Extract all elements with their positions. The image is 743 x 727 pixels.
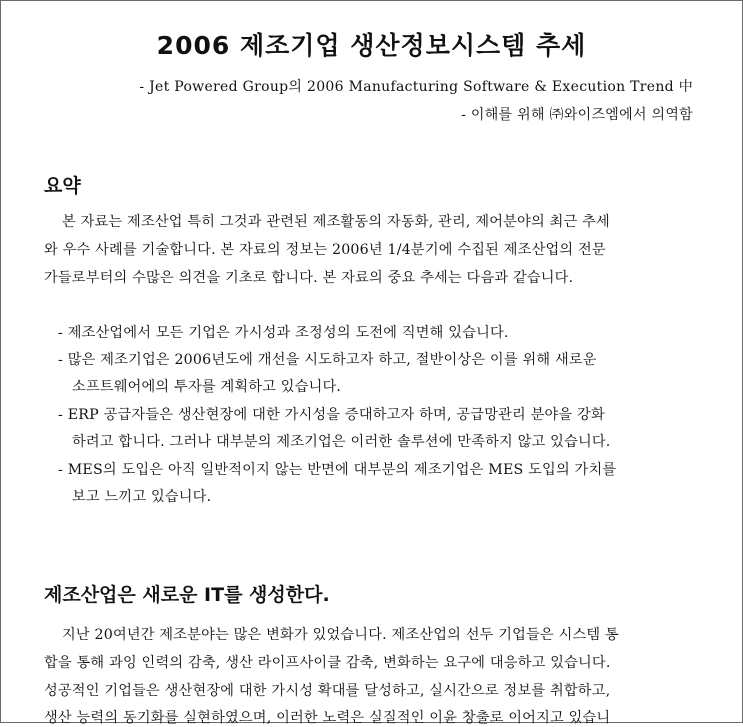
section-heading-summary: 요약 — [44, 175, 81, 197]
document-title: 2006 제조기업 생산정보시스템 추세 — [156, 31, 587, 60]
summary-bullet: - 제조산업에서 모든 기업은 가시성과 조정성의 도전에 직면해 있습니다. — [58, 325, 509, 341]
section-heading-it: 제조산업은 새로운 IT를 생성한다. — [44, 584, 330, 606]
summary-bullet: - MES의 도입은 아직 일반적이지 않는 반면에 대부분의 제조기업은 MES 도입의 가치를 — [58, 462, 617, 478]
document-source-line: - Jet Powered Group의 2006 Manufacturing Software & Execution Trend 中 — [139, 79, 693, 95]
summary-bullet-continuation: 소프트웨어에의 투자를 계획하고 있습니다. — [72, 379, 342, 395]
summary-paragraph-line: 와 우수 사례를 기술합니다. 본 자료의 정보는 2006년 1/4분기에 수집된 제조산업의 전문 — [44, 242, 606, 258]
document-translation-note: - 이해를 위해 ㈜와이즈엠에서 의역함 — [461, 107, 693, 123]
section2-paragraph-line: 지난 20여년간 제조분야는 많은 변화가 있었습니다. 제조산업의 선두 기업들은 시스템 통 — [62, 627, 619, 643]
section2-paragraph-line: 성공적인 기업들은 생산현장에 대한 가시성 확대를 달성하고, 실시간으로 정보를 취합하고, — [44, 683, 611, 699]
summary-paragraph-line: 가들로부터의 수많은 의견을 기초로 합니다. 본 자료의 중요 추세는 다음과 같습니다. — [44, 270, 574, 286]
section2-paragraph-line: 합을 통해 과잉 인력의 감축, 생산 라이프사이클 감축, 변화하는 요구에 대응하고 있습니다. — [44, 655, 611, 671]
summary-bullet-continuation: 하려고 합니다. 그러나 대부분의 제조기업은 이러한 솔루션에 만족하지 않고 있습니다. — [72, 434, 611, 450]
summary-bullet: - 많은 제조기업은 2006년도에 개선을 시도하고자 하고, 절반이상은 이를 위해 새로운 — [58, 352, 597, 368]
summary-bullet-continuation: 보고 느끼고 있습니다. — [72, 489, 212, 505]
summary-bullet: - ERP 공급자들은 생산현장에 대한 가시성을 증대하고자 하며, 공급망관리 분야을 강화 — [58, 407, 605, 423]
section2-paragraph-line: 생산 능력의 동기화를 실현하였으며, 이러한 노력은 실질적인 이윤 창출로 이어지고 있습니 — [44, 710, 611, 726]
summary-paragraph-line: 본 자료는 제조산업 특히 그것과 관련된 제조활동의 자동화, 관리, 제어분야의 최근 추세 — [62, 214, 610, 230]
